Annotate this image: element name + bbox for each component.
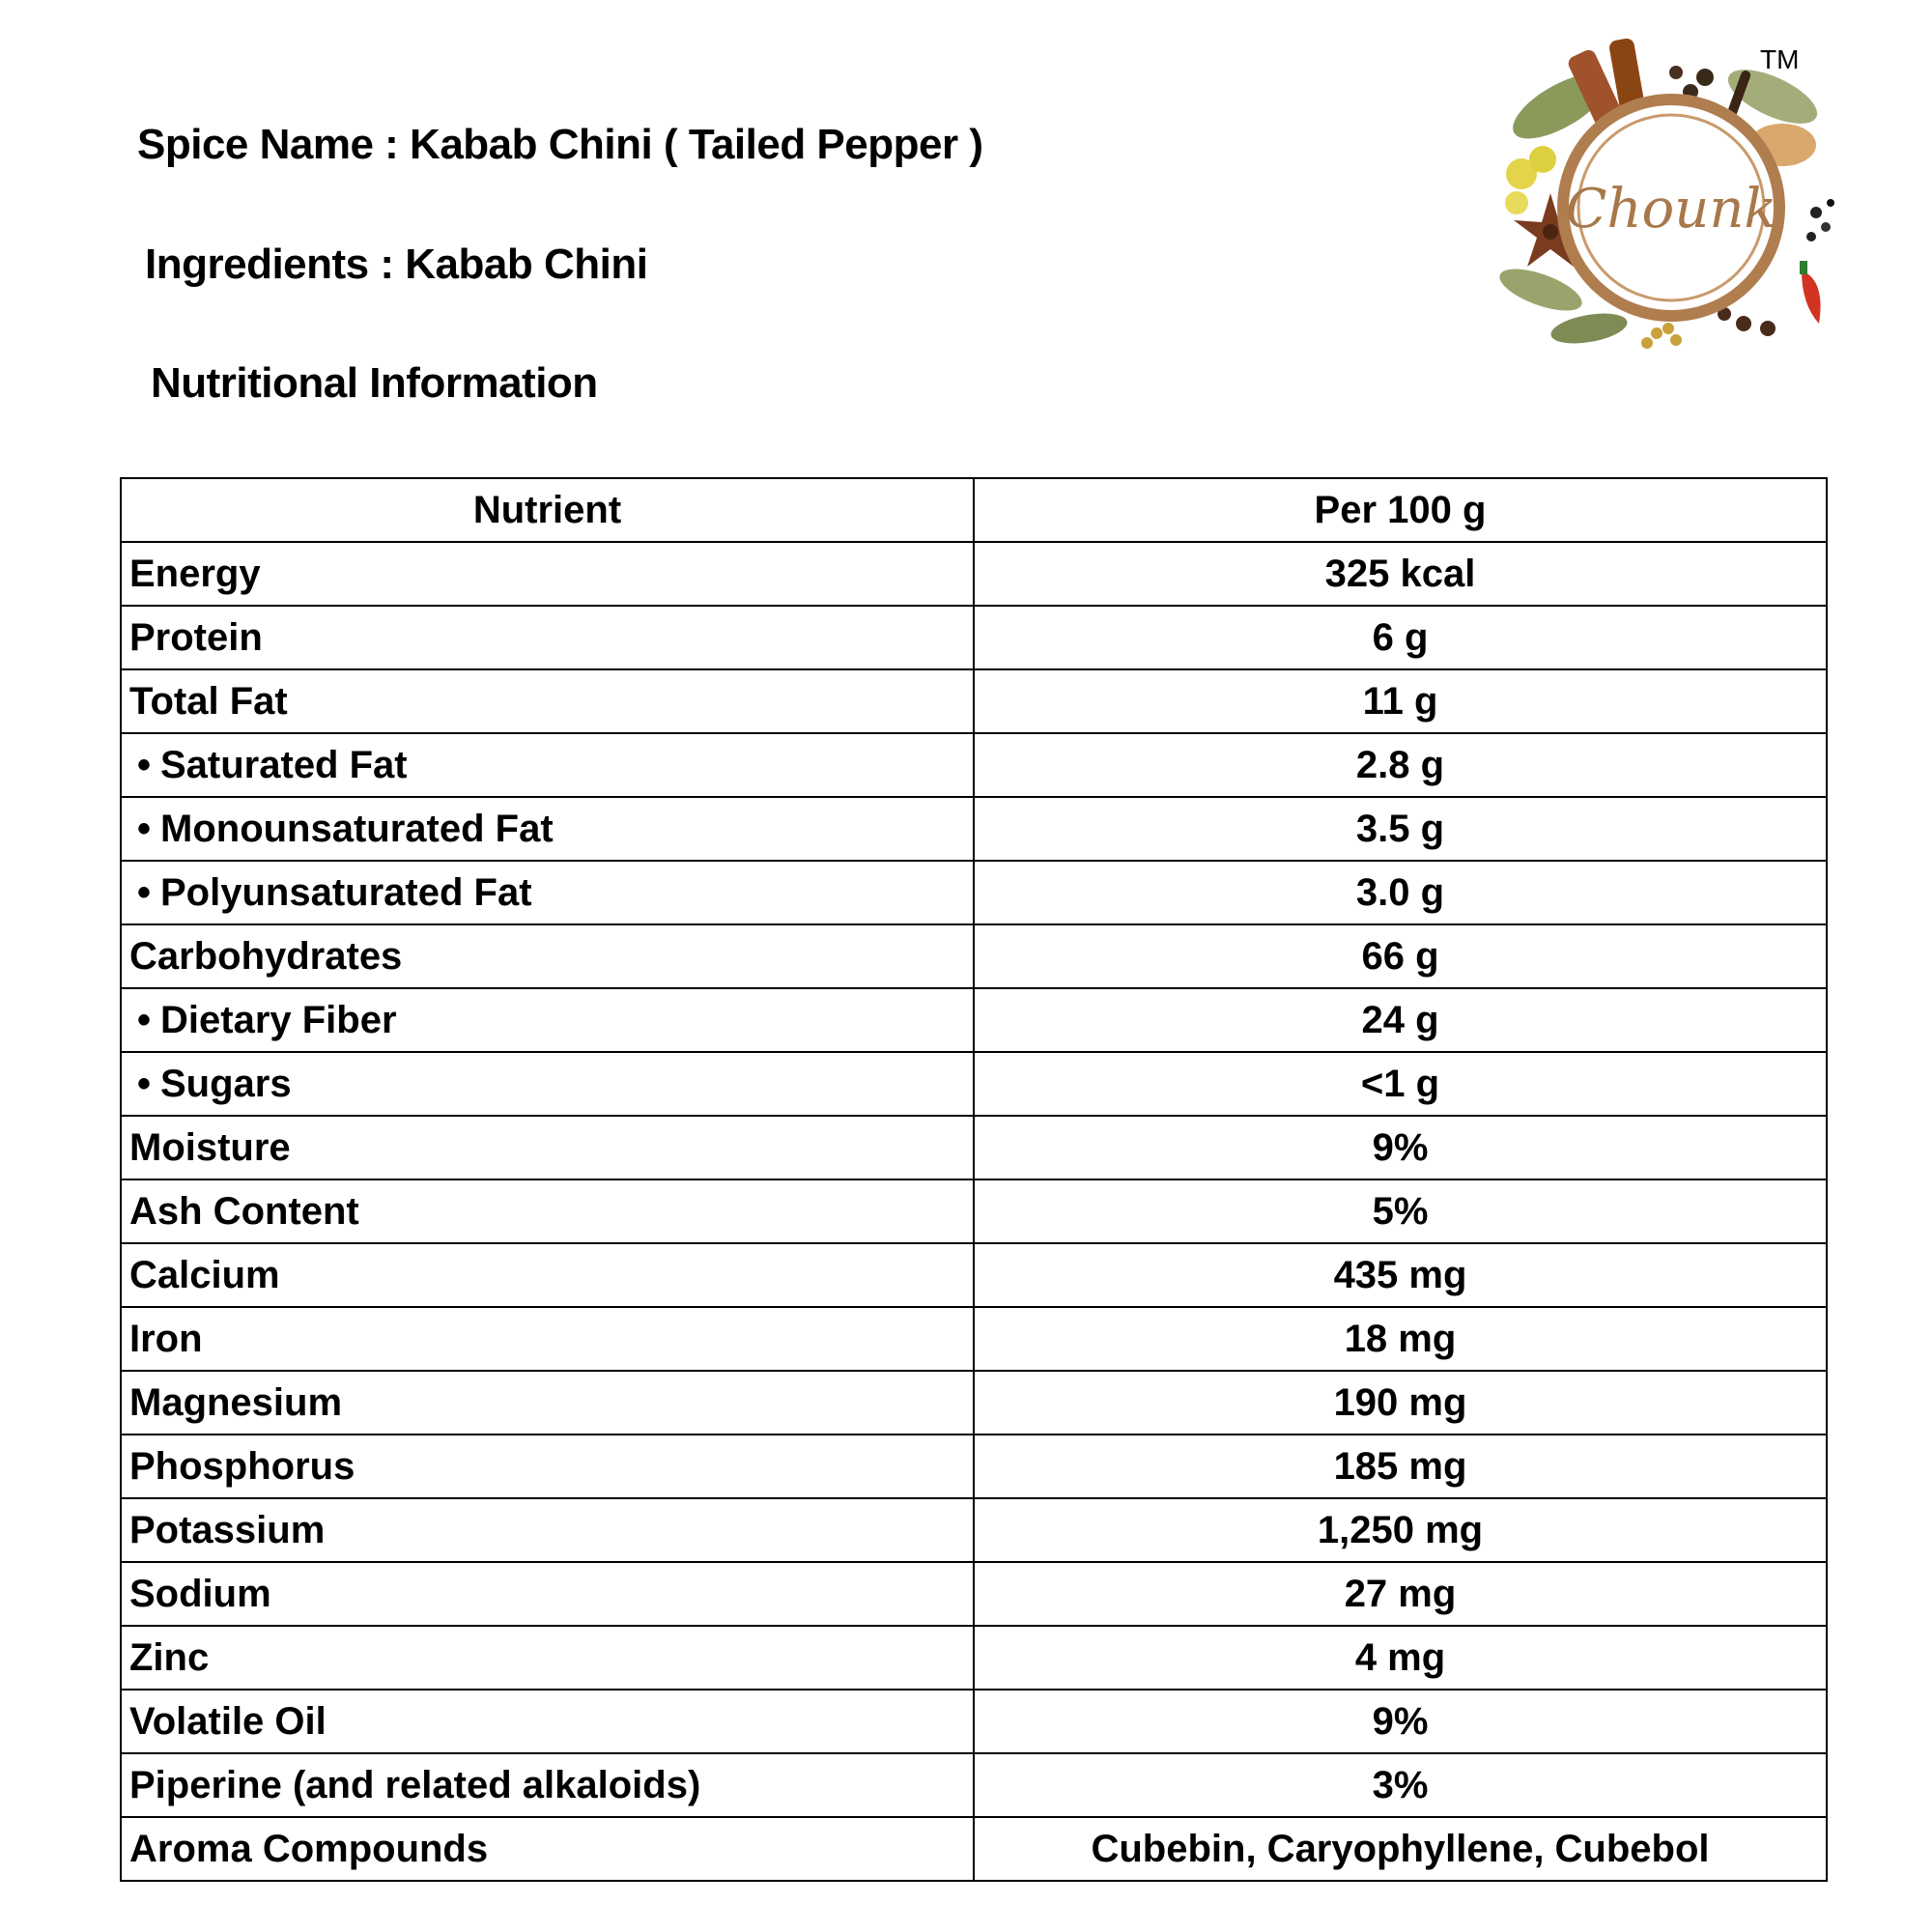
table-row	[121, 1435, 1827, 1498]
table-row	[121, 1052, 1827, 1116]
nutritional-information-heading: Nutritional Information	[151, 359, 598, 407]
nutrient-name-cell: • Sugars	[121, 1052, 974, 1116]
spice-name-heading: Spice Name : Kabab Chini ( Tailed Pepper )	[137, 121, 983, 168]
nutrient-name-cell: Magnesium	[121, 1371, 974, 1435]
table-row	[121, 924, 1827, 988]
nutrient-value-cell: 1,250 mg	[974, 1498, 1827, 1562]
table-row	[121, 542, 1827, 606]
nutrient-value-cell: 3.5 g	[974, 797, 1827, 861]
nutrient-name-cell: Carbohydrates	[121, 924, 974, 988]
nutrient-value-cell: 190 mg	[974, 1371, 1827, 1435]
table-row	[121, 606, 1827, 669]
table-row	[121, 861, 1827, 924]
table-row	[121, 1307, 1827, 1371]
nutrient-value-cell: 66 g	[974, 924, 1827, 988]
trademark-symbol: TM	[1760, 44, 1800, 74]
nutrient-value-cell: 11 g	[974, 669, 1827, 733]
table-row	[121, 1562, 1827, 1626]
table-header-row	[121, 478, 1827, 542]
table-row	[121, 797, 1827, 861]
table-row	[121, 1371, 1827, 1435]
nutrient-value-cell: 3%	[974, 1753, 1827, 1817]
nutrient-name-cell: • Polyunsaturated Fat	[121, 861, 974, 924]
table-row	[121, 1753, 1827, 1817]
nutrient-name-cell: Calcium	[121, 1243, 974, 1307]
nutrient-name-cell: Aroma Compounds	[121, 1817, 974, 1881]
nutrient-name-cell: Moisture	[121, 1116, 974, 1179]
nutrient-value-cell: 9%	[974, 1690, 1827, 1753]
nutrient-name-cell: Energy	[121, 542, 974, 606]
nutrient-name-cell: Protein	[121, 606, 974, 669]
nutrient-value-cell: 18 mg	[974, 1307, 1827, 1371]
nutrient-value-cell: <1 g	[974, 1052, 1827, 1116]
nutrient-name-cell: Total Fat	[121, 669, 974, 733]
nutrient-name-cell: Potassium	[121, 1498, 974, 1562]
nutrient-value-cell: 435 mg	[974, 1243, 1827, 1307]
table-row	[121, 1243, 1827, 1307]
nutrient-value-cell: 3.0 g	[974, 861, 1827, 924]
nutrient-value-cell: 24 g	[974, 988, 1827, 1052]
column-header-nutrient: Nutrient	[121, 478, 974, 542]
nutrient-name-cell: Ash Content	[121, 1179, 974, 1243]
table-row	[121, 988, 1827, 1052]
nutrient-name-cell: • Saturated Fat	[121, 733, 974, 797]
nutrient-value-cell: 4 mg	[974, 1626, 1827, 1690]
nutrient-name-cell: • Dietary Fiber	[121, 988, 974, 1052]
table-row	[121, 1626, 1827, 1690]
nutrient-value-cell: 5%	[974, 1179, 1827, 1243]
nutrient-value-cell: Cubebin, Caryophyllene, Cubebol	[974, 1817, 1827, 1881]
brand-logo-text: Chounk	[1565, 178, 1777, 241]
nutrient-name-cell: Zinc	[121, 1626, 974, 1690]
nutrient-value-cell: 6 g	[974, 606, 1827, 669]
column-header-per-100g: Per 100 g	[974, 478, 1827, 542]
table-row	[121, 1690, 1827, 1753]
nutrient-value-cell: 2.8 g	[974, 733, 1827, 797]
table-row	[121, 669, 1827, 733]
table-row	[121, 1179, 1827, 1243]
spice-wreath-logo-icon	[1483, 39, 1850, 357]
table-row	[121, 733, 1827, 797]
nutrient-name-cell: Phosphorus	[121, 1435, 974, 1498]
table-row	[121, 1498, 1827, 1562]
nutrition-table	[120, 477, 1828, 1882]
table-row	[121, 1116, 1827, 1179]
ingredients-heading: Ingredients : Kabab Chini	[145, 241, 648, 288]
nutrient-name-cell: Iron	[121, 1307, 974, 1371]
nutrient-name-cell: Sodium	[121, 1562, 974, 1626]
table-row	[121, 1817, 1827, 1881]
brand-logo	[1483, 39, 1850, 357]
nutrient-name-cell: Piperine (and related alkaloids)	[121, 1753, 974, 1817]
nutrient-value-cell: 325 kcal	[974, 542, 1827, 606]
nutrient-value-cell: 185 mg	[974, 1435, 1827, 1498]
nutrient-name-cell: Volatile Oil	[121, 1690, 974, 1753]
nutrient-value-cell: 27 mg	[974, 1562, 1827, 1626]
nutrient-name-cell: • Monounsaturated Fat	[121, 797, 974, 861]
nutrient-value-cell: 9%	[974, 1116, 1827, 1179]
